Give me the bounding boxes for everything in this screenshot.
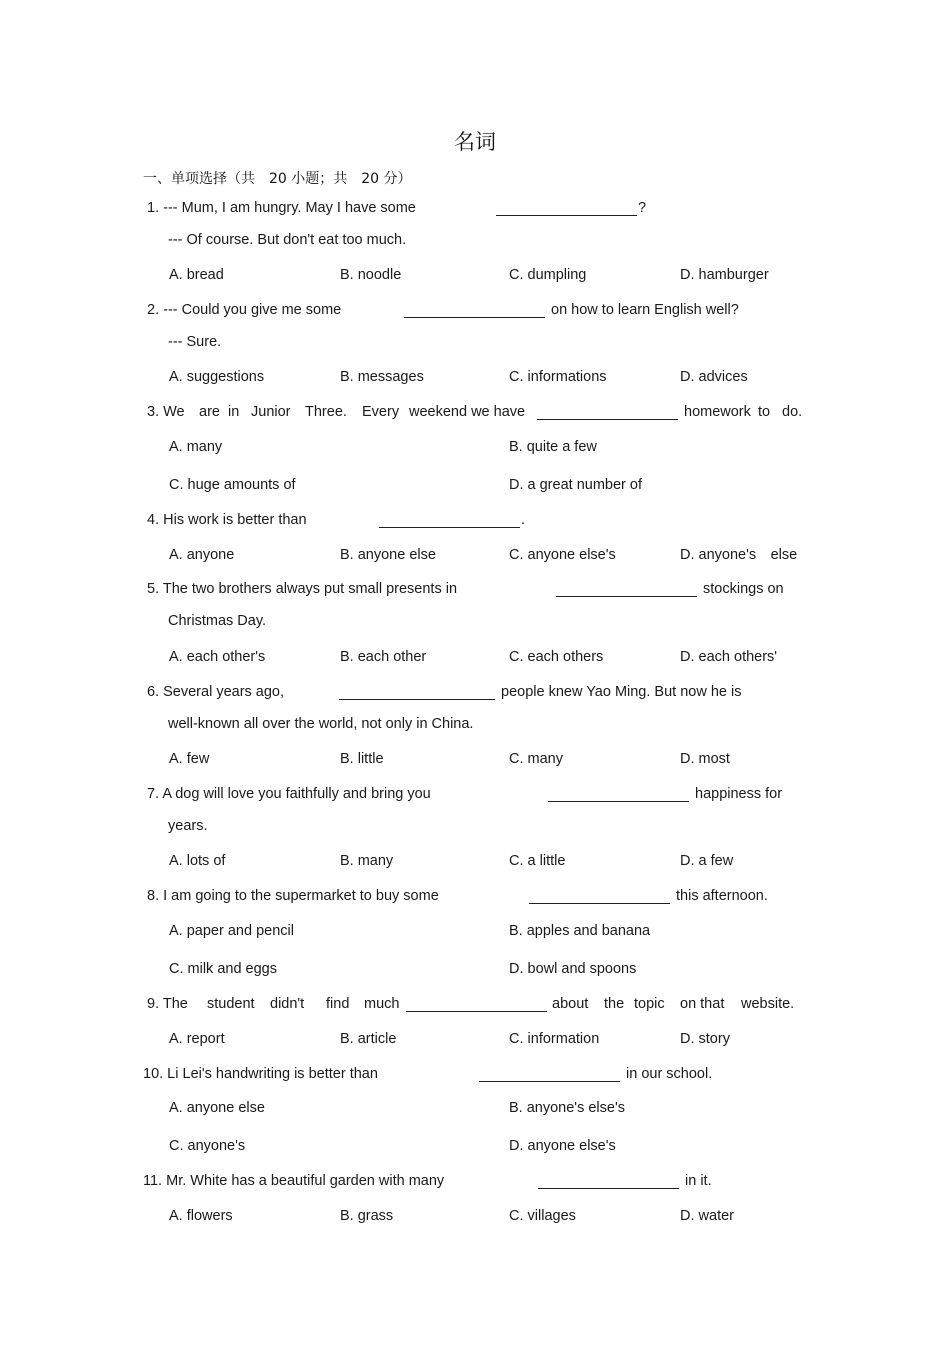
question-8-option-b[interactable]: B. apples and banana — [509, 923, 651, 939]
question-3-blank — [537, 418, 678, 420]
question-6-option-a[interactable]: A. few — [169, 751, 210, 767]
question-9-word: didn't — [270, 996, 305, 1012]
question-5-option-c[interactable]: C. each others — [509, 649, 604, 665]
question-1-option-a[interactable]: A. bread — [169, 267, 224, 283]
question-4-stem: 4. His work is better than — [147, 512, 307, 528]
question-7-blank — [548, 800, 689, 802]
question-3-word: Three. — [305, 404, 347, 420]
question-2-after: on how to learn English well? — [551, 302, 739, 318]
question-11-option-d[interactable]: D. water — [680, 1208, 734, 1224]
question-11-stem: 11. Mr. White has a beautiful garden with many — [143, 1173, 445, 1189]
question-6-blank — [339, 698, 495, 700]
question-6-option-c[interactable]: C. many — [509, 751, 563, 767]
question-7-stem: 7. A dog will love you faithfully and bring you — [147, 786, 431, 802]
question-9-word: find — [326, 996, 350, 1012]
question-3-word: are — [199, 404, 220, 420]
question-10-after: in our school. — [626, 1066, 713, 1082]
question-7-continuation: years. — [168, 818, 208, 834]
question-11-option-c[interactable]: C. villages — [509, 1208, 576, 1224]
question-3-word: Junior — [251, 404, 291, 420]
question-4-option-c[interactable]: C. anyone else's — [509, 547, 616, 563]
question-7-after: happiness for — [695, 786, 783, 802]
question-6-stem: 6. Several years ago, — [147, 684, 285, 700]
question-6-option-b[interactable]: B. little — [340, 751, 384, 767]
question-5-blank — [556, 595, 697, 597]
question-3-word: Every — [362, 404, 400, 420]
question-10-option-a[interactable]: A. anyone else — [169, 1100, 265, 1116]
question-8-option-d[interactable]: D. bowl and spoons — [509, 961, 637, 977]
question-2-option-d[interactable]: D. advices — [680, 369, 748, 385]
page-title: 名词 — [454, 130, 496, 154]
question-1-reply: --- Of course. But don't eat too much. — [168, 232, 407, 248]
question-3-word: homework — [684, 404, 751, 420]
question-10-blank — [479, 1080, 620, 1082]
question-3-word: 3. We — [147, 404, 185, 420]
question-11-blank — [538, 1187, 679, 1189]
question-3-word: to — [758, 404, 771, 420]
question-2-reply: --- Sure. — [168, 334, 222, 350]
question-2-option-b[interactable]: B. messages — [340, 369, 424, 385]
question-6-continuation: well-known all over the world, not only in China. — [168, 716, 474, 732]
question-3-word: weekend we have — [409, 404, 526, 420]
question-6-after: people knew Yao Ming. But now he is — [501, 684, 742, 700]
question-10-stem: 10. Li Lei's handwriting is better than — [143, 1066, 378, 1082]
question-5-option-a[interactable]: A. each other's — [169, 649, 266, 665]
question-2-stem: 2. --- Could you give me some — [147, 302, 342, 318]
question-1-stem: 1. --- Mum, I am hungry. May I have some — [147, 200, 416, 216]
question-1-blank — [496, 214, 637, 216]
question-9-word: student — [207, 996, 255, 1012]
question-2-option-a[interactable]: A. suggestions — [169, 369, 265, 385]
question-3-option-b[interactable]: B. quite a few — [509, 439, 597, 455]
question-2-blank — [404, 316, 545, 318]
question-7-option-c[interactable]: C. a little — [509, 853, 566, 869]
question-5-continuation: Christmas Day. — [168, 613, 267, 629]
question-9-word: the — [604, 996, 625, 1012]
question-3-word: in — [228, 404, 240, 420]
question-5-after: stockings on — [703, 581, 784, 597]
question-7-option-a[interactable]: A. lots of — [169, 853, 226, 869]
question-4-option-b[interactable]: B. anyone else — [340, 547, 436, 563]
question-9-option-a[interactable]: A. report — [169, 1031, 225, 1047]
question-5-option-b[interactable]: B. each other — [340, 649, 427, 665]
question-1-option-d[interactable]: D. hamburger — [680, 267, 769, 283]
question-3-option-d[interactable]: D. a great number of — [509, 477, 642, 493]
question-9-blank — [406, 1010, 547, 1012]
question-9-option-d[interactable]: D. story — [680, 1031, 730, 1047]
question-9-word: on that — [680, 996, 725, 1012]
question-9-word: topic — [634, 996, 665, 1012]
question-1-after: ? — [638, 200, 647, 216]
question-1-option-b[interactable]: B. noodle — [340, 267, 402, 283]
question-8-after: this afternoon. — [676, 888, 768, 904]
question-9-word: about — [552, 996, 589, 1012]
question-9-word: 9. The — [147, 996, 188, 1012]
question-8-option-c[interactable]: C. milk and eggs — [169, 961, 277, 977]
question-9-word: website. — [741, 996, 795, 1012]
question-11-option-a[interactable]: A. flowers — [169, 1208, 233, 1224]
question-10-option-b[interactable]: B. anyone's else's — [509, 1100, 625, 1116]
question-10-option-d[interactable]: D. anyone else's — [509, 1138, 616, 1154]
question-4-after: . — [521, 512, 526, 528]
question-4-blank — [379, 526, 520, 528]
question-7-option-d[interactable]: D. a few — [680, 853, 734, 869]
question-8-blank — [529, 902, 670, 904]
question-1-option-c[interactable]: C. dumpling — [509, 267, 587, 283]
question-4-option-d[interactable]: D. anyone's else — [680, 547, 798, 563]
question-8-stem: 8. I am going to the supermarket to buy some — [147, 888, 439, 904]
question-3-option-c[interactable]: C. huge amounts of — [169, 477, 296, 493]
question-3-word: do. — [782, 404, 803, 420]
question-5-stem: 5. The two brothers always put small presents in — [147, 581, 458, 597]
question-11-option-b[interactable]: B. grass — [340, 1208, 394, 1224]
question-5-option-d[interactable]: D. each others' — [680, 649, 778, 665]
question-8-option-a[interactable]: A. paper and pencil — [169, 923, 294, 939]
question-9-word: much — [364, 996, 400, 1012]
question-7-option-b[interactable]: B. many — [340, 853, 394, 869]
question-9-option-b[interactable]: B. article — [340, 1031, 397, 1047]
question-11-after: in it. — [685, 1173, 712, 1189]
question-6-option-d[interactable]: D. most — [680, 751, 730, 767]
question-9-option-c[interactable]: C. information — [509, 1031, 600, 1047]
section-heading: 一、单项选择（共 20 小题；共 20 分） — [143, 171, 412, 187]
question-4-option-a[interactable]: A. anyone — [169, 547, 235, 563]
question-2-option-c[interactable]: C. informations — [509, 369, 607, 385]
question-3-option-a[interactable]: A. many — [169, 439, 223, 455]
question-10-option-c[interactable]: C. anyone's — [169, 1138, 246, 1154]
